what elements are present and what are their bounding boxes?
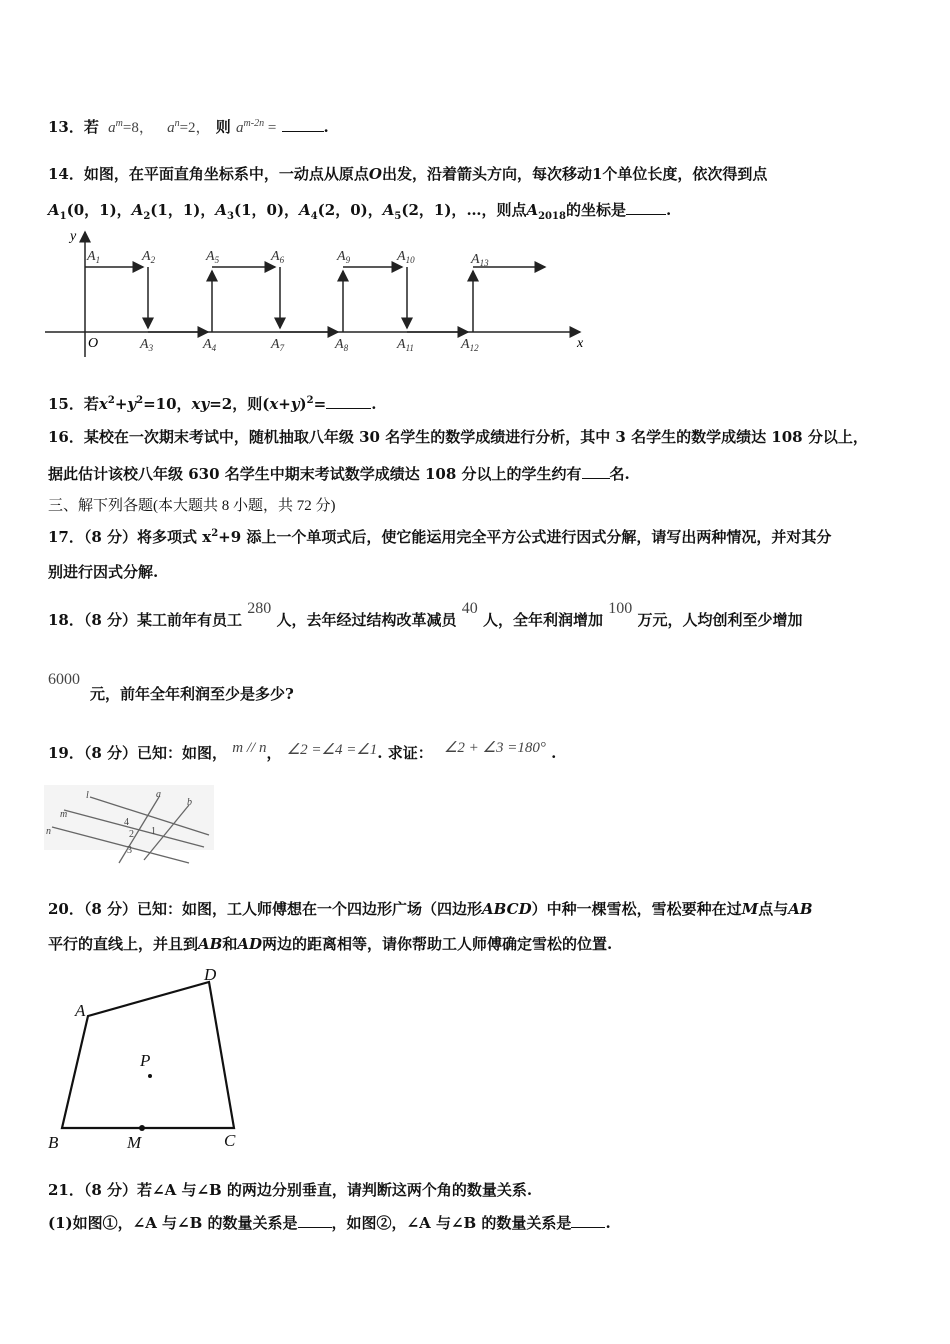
- label-M: M: [127, 1133, 142, 1152]
- per-capita-increase: 6000: [48, 671, 80, 688]
- staff-count: 280: [247, 600, 272, 617]
- angle-3: 3: [127, 845, 132, 856]
- answer-blank: [282, 116, 324, 132]
- parallel-condition: m // n: [232, 740, 267, 756]
- vertex-D: D: [204, 965, 217, 984]
- angle-4: 4: [124, 817, 129, 828]
- point-M: [139, 1125, 145, 1131]
- y-axis-label: y: [70, 229, 77, 244]
- point-label-A7: $A_7$: [271, 337, 285, 353]
- answer-blank: [298, 1212, 332, 1228]
- label-l: l: [86, 790, 89, 801]
- answer-blank: [582, 463, 610, 479]
- question-17-line2: 别进行因式分解.: [48, 563, 159, 581]
- quadrilateral-figure: [44, 962, 254, 1154]
- question-15: 15．若$x^2+y^2=10$，xy=2，则$(x+y)^2=$ .: [48, 395, 377, 413]
- label-b: b: [187, 797, 192, 808]
- point-label-A9: $A_9$: [337, 249, 351, 265]
- label-P: P: [140, 1051, 151, 1070]
- vertex-C: C: [224, 1131, 236, 1150]
- point-label-A13: $A_{13}$: [471, 252, 489, 268]
- question-16-line2: 据此估计该校八年级 630 名学生中期末考试数学成绩达 108 分以上的学生约有 名.: [48, 465, 630, 483]
- coordinate-path-figure: [40, 222, 600, 357]
- point-label-A5: $A_5$: [206, 249, 220, 265]
- section-3-heading: 三、解下列各题(本大题共 8 小题，共 72 分): [48, 498, 336, 514]
- answer-blank: [326, 393, 371, 409]
- question-20-line1: 20．（8 分）已知：如图，工人师傅想在一个四边形广场（四边形ABCD）中种一棵雪松，雪松要种在过M点与AB: [48, 900, 813, 918]
- angle-2: 2: [129, 829, 134, 840]
- answer-blank: [626, 199, 666, 215]
- question-13: 13．若 $a^m=8$， $a^n=2$， 则 $a^{m-2n}$ = .: [48, 118, 329, 136]
- question-18-line1: 18．（8 分）某工前年有员工 280 人，去年经过结构改革减员 40 人，全年利润增加 100 万元，人均创利至少增加: [48, 600, 803, 629]
- proof-goal: ∠2 + ∠3 =180°: [443, 740, 546, 756]
- vertex-B: B: [48, 1133, 59, 1152]
- point-label-A6: $A_6$: [271, 249, 285, 265]
- question-19: 19．（8 分）已知：如图， m // n， ∠2 =∠4 =∠1. 求证： ∠2 + ∠3 =180° .: [48, 740, 557, 762]
- reduction-count: 40: [461, 600, 478, 617]
- vertex-A: A: [75, 1001, 86, 1020]
- label-m: m: [60, 809, 68, 820]
- profit-increase: 100: [608, 600, 633, 617]
- question-21-line1: 21．（8 分）若∠A 与∠B 的两边分别垂直，请判断这两个角的数量关系.: [48, 1181, 533, 1199]
- point-P-dot: [148, 1074, 152, 1078]
- question-16-line1: 16．某校在一次期末考试中，随机抽取八年级 30 名学生的数学成绩进行分析，其中 3 名学生的数学成绩达 108 分以上，: [48, 428, 868, 446]
- point-label-A10: $A_{10}$: [397, 249, 415, 265]
- answer-blank: [571, 1212, 605, 1228]
- question-14-line1: 14．如图，在平面直角坐标系中，一动点从原点O出发，沿着箭头方向，每次移动1个单位长度，依次得到点: [48, 165, 768, 183]
- x-axis-label: x: [577, 336, 584, 351]
- angle-condition: ∠2 =∠4 =∠1: [286, 742, 378, 758]
- question-17-line1: 17．（8 分）将多项式 $x^2+9$ 添上一个单项式后，使它能运用完全平方公式进行因式分解，请写出两种情况，并对其分: [48, 528, 832, 546]
- point-label-A3: $A_3$: [140, 337, 154, 353]
- point-label-A1: $A_1$: [87, 249, 101, 265]
- angle-1: 1: [151, 826, 156, 837]
- point-label-A4: $A_4$: [203, 337, 217, 353]
- label-n: n: [46, 826, 51, 837]
- expr-a-power-n: $a^n=2$，: [167, 118, 211, 136]
- origin-label: O: [88, 336, 99, 351]
- path-arrows: [85, 267, 545, 332]
- question-21-line2: (1)如图①，∠A 与∠B 的数量关系是 ，如图②，∠A 与∠B 的数量关系是 .: [48, 1214, 611, 1232]
- point-label-A12: $A_{12}$: [461, 337, 479, 353]
- question-20-line2: 平行的直线上，并且到AB和AD两边的距离相等，请你帮助工人师傅确定雪松的位置.: [48, 935, 613, 953]
- label-a: a: [156, 789, 161, 800]
- expr-a-power-m: $a^m=8$，: [108, 118, 154, 136]
- point-label-A8: $A_8$: [335, 337, 349, 353]
- point-label-A2: $A_2$: [142, 249, 156, 265]
- point-label-A11: $A_{11}$: [397, 337, 414, 353]
- expr-a-power-m-2n: $a^{m-2n}$ =: [236, 118, 277, 136]
- question-14-line2: $A_1(0$，1)，$A_2(1$，1)，$A_3(1$，0)，$A_4(2$，0)，$A_5(2$，1)，…，则点$A_{2018}$的坐标是 .: [48, 201, 672, 222]
- parallel-lines-figure: [44, 785, 214, 856]
- question-18-line2: 元，前年全年利润至少是多少?: [90, 685, 294, 703]
